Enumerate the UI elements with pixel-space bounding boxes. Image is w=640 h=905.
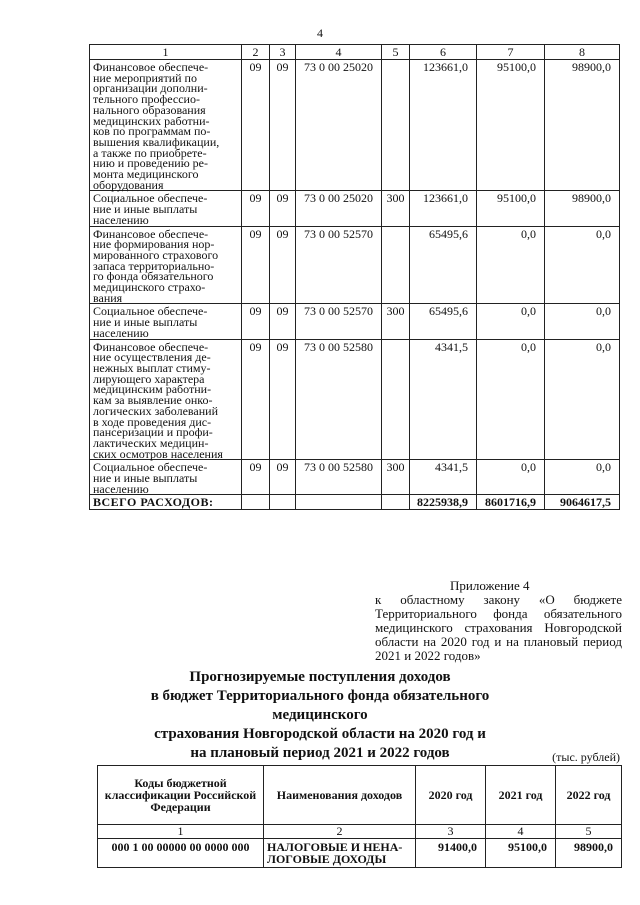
row-name: Финансовое обеспече- ние формирования нор- мированного страхового запаса территориально- го фонда обязательного медицинского страхо- вания: [90, 226, 242, 304]
col-number: 1: [98, 825, 264, 839]
cell-target: 73 0 00 52570: [296, 226, 382, 304]
cell-2020: 123661,0: [410, 60, 477, 191]
col-header-2022: 2022 год: [556, 766, 622, 825]
col-header-codes: Коды бюджетной классификации Российской Федерации: [98, 766, 264, 825]
cell-type: [382, 226, 410, 304]
income-2021: 95100,0: [486, 839, 556, 868]
total-2022: 9064617,5: [545, 495, 620, 510]
table-row: [90, 226, 620, 304]
cell-subsection: 09: [270, 226, 296, 304]
table-row: [90, 60, 620, 191]
cell-section: 09: [242, 460, 270, 495]
income-code: 000 1 00 00000 00 0000 000: [98, 839, 264, 868]
table-row: [90, 191, 620, 226]
cell-target: 73 0 00 52580: [296, 339, 382, 460]
cell-target: 73 0 00 52570: [296, 304, 382, 339]
row-name: Социальное обеспече- ние и иные выплаты населению: [90, 191, 242, 226]
cell-2022: 98900,0: [545, 191, 620, 226]
cell-subsection: 09: [270, 60, 296, 191]
cell-type: [382, 339, 410, 460]
cell-subsection: 09: [270, 460, 296, 495]
cell-2021: 95100,0: [477, 191, 545, 226]
cell-section: 09: [242, 339, 270, 460]
cell-2022: 0,0: [545, 339, 620, 460]
cell-section: 09: [242, 60, 270, 191]
col-header: 8: [545, 45, 620, 60]
col-header: 5: [382, 45, 410, 60]
cell-subsection: 09: [270, 339, 296, 460]
cell-2021: 95100,0: [477, 60, 545, 191]
cell-target: 73 0 00 52580: [296, 460, 382, 495]
table-row: [90, 460, 620, 495]
col-header: 6: [410, 45, 477, 60]
cell-2021: 0,0: [477, 226, 545, 304]
col-header-2020: 2020 год: [416, 766, 486, 825]
cell-2022: 0,0: [545, 304, 620, 339]
col-header-names: Наименования доходов: [264, 766, 416, 825]
cell-subsection: 09: [270, 191, 296, 226]
cell-type: [382, 60, 410, 191]
col-header: 3: [270, 45, 296, 60]
total-row: [90, 495, 620, 510]
cell-2021: 0,0: [477, 304, 545, 339]
table-row: [90, 339, 620, 460]
expenses-table: [89, 44, 620, 510]
table-row: [98, 839, 622, 868]
total-2020: 8225938,9: [410, 495, 477, 510]
page-number: 4: [317, 26, 323, 40]
cell-type: 300: [382, 304, 410, 339]
cell-2021: 0,0: [477, 339, 545, 460]
page-title: Прогнозируемые поступления доходов в бюджет Территориального фонда обязательного медицинского страхования Новгородской области на 2020 год и на плановый период 2021 и 2022 годов: [150, 669, 490, 761]
cell-2020: 4341,5: [410, 339, 477, 460]
income-2022: 98900,0: [556, 839, 622, 868]
total-label: ВСЕГО РАСХОДОВ:: [90, 495, 242, 510]
row-name: Финансовое обеспече- ние осуществления де- нежных выплат стиму- лирующего характера медицинским работни- кам за выявление онко- логических заболеваний в ходе проведения дис- пансеризации и профи- лактических медицин- ских осмотров населения: [90, 339, 242, 460]
cell-target: 73 0 00 25020: [296, 60, 382, 191]
table-row: [90, 304, 620, 339]
total-2021: 8601716,9: [477, 495, 545, 510]
col-number: 4: [486, 825, 556, 839]
col-number: 3: [416, 825, 486, 839]
cell-subsection: 09: [270, 304, 296, 339]
row-name: Социальное обеспече- ние и иные выплаты населению: [90, 304, 242, 339]
col-header: 1: [90, 45, 242, 60]
cell-type: 300: [382, 460, 410, 495]
appendix-title: Приложение 4: [450, 578, 530, 593]
cell-section: 09: [242, 191, 270, 226]
row-name: Социальное обеспече- ние и иные выплаты населению: [90, 460, 242, 495]
cell-2022: 0,0: [545, 460, 620, 495]
cell-2020: 65495,6: [410, 304, 477, 339]
income-2020: 91400,0: [416, 839, 486, 868]
appendix-text: к областному закону «О бюджете Территориального фонда обязательного медицинского страхования Новгородской области на 2020 год и на плановый период 2021 и 2022 годов»: [375, 592, 622, 663]
row-name: Финансовое обеспече- ние мероприятий по организации дополни- тельного профессио- нального образования медицинских работни- ков по программам по- вышения квалификации, а также по приобрете- нию и проведению ре- монта медицинского оборудования: [90, 60, 242, 191]
cell-section: 09: [242, 304, 270, 339]
col-header: 4: [296, 45, 382, 60]
units-label: (тыс. рублей): [552, 750, 620, 764]
cell-2020: 123661,0: [410, 191, 477, 226]
col-header: 2: [242, 45, 270, 60]
cell-2022: 98900,0: [545, 60, 620, 191]
column-numbers-row: [98, 825, 622, 839]
table-header-row: [98, 766, 622, 825]
cell-target: 73 0 00 25020: [296, 191, 382, 226]
cell-2020: 65495,6: [410, 226, 477, 304]
income-name: НАЛОГОВЫЕ И НЕНА- ЛОГОВЫЕ ДОХОДЫ: [264, 839, 416, 868]
col-number: 2: [264, 825, 416, 839]
cell-2020: 4341,5: [410, 460, 477, 495]
cell-section: 09: [242, 226, 270, 304]
col-number: 5: [556, 825, 622, 839]
cell-type: 300: [382, 191, 410, 226]
appendix-note: [375, 579, 622, 663]
col-header-2021: 2021 год: [486, 766, 556, 825]
col-header: 7: [477, 45, 545, 60]
revenue-table: [97, 765, 622, 868]
table-header-row: [90, 45, 620, 60]
cell-2022: 0,0: [545, 226, 620, 304]
cell-2021: 0,0: [477, 460, 545, 495]
